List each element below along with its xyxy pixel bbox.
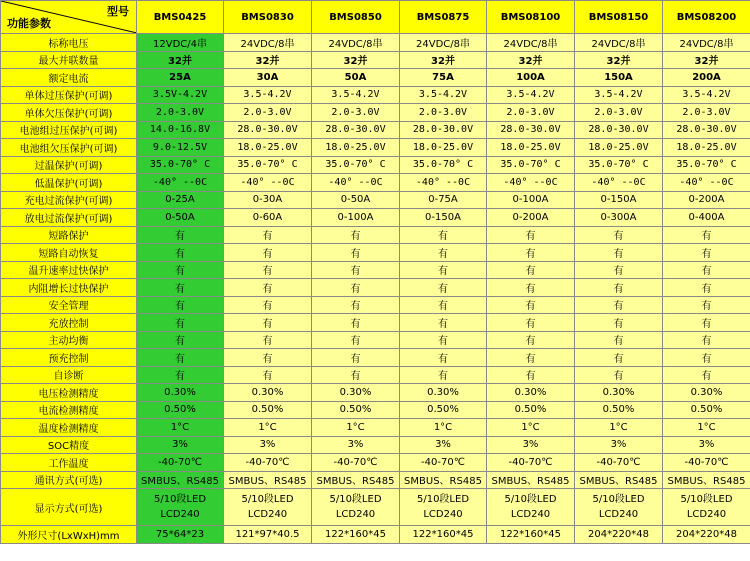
spec-cell: 0-150A xyxy=(575,191,663,209)
spec-cell-line: LCD240 xyxy=(247,509,288,520)
row-label: 电压检测精度 xyxy=(1,384,137,402)
table-row xyxy=(1,156,750,174)
row-label: 短路自动恢复 xyxy=(1,244,137,262)
spec-cell: -40-70℃ xyxy=(224,454,312,472)
spec-cell: 有 xyxy=(487,296,575,314)
spec-cell: 3% xyxy=(137,436,224,454)
model-header: BMS0830 xyxy=(224,1,312,34)
row-label: 单体欠压保护(可调) xyxy=(1,104,137,122)
spec-cell: -40° --0C xyxy=(487,174,575,192)
spec-cell: 9.0-12.5V xyxy=(137,139,224,157)
spec-cell-line: LCD240 xyxy=(423,509,463,520)
spec-cell: SMBUS、RS485 xyxy=(137,471,224,489)
table-row xyxy=(1,191,750,209)
spec-cell: 有 xyxy=(663,279,750,297)
spec-cell: 有 xyxy=(663,261,750,279)
spec-cell: 121*97*40.5 xyxy=(224,526,312,544)
row-label: 标称电压 xyxy=(1,34,137,52)
spec-cell: 有 xyxy=(224,226,312,244)
spec-cell: 有 xyxy=(224,331,312,349)
header-model-label: 型号 xyxy=(107,5,129,18)
spec-cell: 35.0-70° C xyxy=(400,156,487,174)
spec-cell: SMBUS、RS485 xyxy=(312,471,400,489)
header-param-label: 功能参数 xyxy=(7,17,51,30)
row-label: 温度检测精度 xyxy=(1,419,137,437)
spec-cell: 3% xyxy=(487,436,575,454)
spec-cell: 有 xyxy=(487,314,575,332)
row-label: 电流检测精度 xyxy=(1,401,137,419)
spec-cell: 有 xyxy=(137,279,224,297)
spec-cell: 3.5-4.2V xyxy=(575,86,663,104)
spec-cell: 有 xyxy=(312,226,400,244)
spec-cell: 有 xyxy=(575,261,663,279)
spec-cell: 有 xyxy=(575,314,663,332)
spec-cell: -40° --0C xyxy=(137,174,224,192)
spec-cell: 3% xyxy=(400,436,487,454)
spec-cell: 有 xyxy=(400,314,487,332)
spec-cell: 0.30% xyxy=(400,384,487,402)
spec-cell: -40-70℃ xyxy=(487,454,575,472)
spec-cell: 0-150A xyxy=(400,209,487,227)
spec-cell: 0-30A xyxy=(224,191,312,209)
spec-cell: 有 xyxy=(312,366,400,384)
spec-cell: 有 xyxy=(137,226,224,244)
spec-cell: 35.0-70° C xyxy=(575,156,663,174)
row-label: 安全管理 xyxy=(1,296,137,314)
spec-cell: 有 xyxy=(137,296,224,314)
row-label: SOC精度 xyxy=(1,436,137,454)
spec-cell-line: 5/10段LED xyxy=(241,494,294,505)
spec-cell: 有 xyxy=(312,349,400,367)
spec-cell: 28.0-30.0V xyxy=(663,121,750,139)
table-row xyxy=(1,471,750,489)
spec-cell-line: 5/10段LED xyxy=(680,494,733,505)
spec-cell: 有 xyxy=(400,366,487,384)
table-row xyxy=(1,69,750,87)
spec-cell: 有 xyxy=(487,244,575,262)
spec-cell: 有 xyxy=(487,331,575,349)
spec-cell: 32并 xyxy=(400,51,487,69)
spec-cell: 0.50% xyxy=(663,401,750,419)
spec-cell: 有 xyxy=(400,349,487,367)
spec-cell: 有 xyxy=(224,296,312,314)
spec-cell-line: LCD240 xyxy=(598,509,639,520)
spec-cell: 0-100A xyxy=(312,209,400,227)
spec-cell: 2.0-3.0V xyxy=(575,104,663,122)
spec-cell-line: LCD240 xyxy=(160,509,200,520)
spec-cell: 28.0-30.0V xyxy=(224,121,312,139)
spec-cell: 18.0-25.0V xyxy=(400,139,487,157)
spec-cell: 28.0-30.0V xyxy=(487,121,575,139)
row-label: 额定电流 xyxy=(1,69,137,87)
spec-cell: 有 xyxy=(400,296,487,314)
table-row xyxy=(1,366,750,384)
spec-cell xyxy=(224,489,312,526)
spec-cell: 有 xyxy=(487,349,575,367)
spec-cell: -40° --0C xyxy=(575,174,663,192)
spec-cell: 32并 xyxy=(575,51,663,69)
spec-cell: 有 xyxy=(663,331,750,349)
spec-cell: 0-60A xyxy=(224,209,312,227)
spec-cell-line: 5/10段LED xyxy=(504,494,557,505)
spec-cell: 有 xyxy=(400,244,487,262)
header-row xyxy=(1,1,750,34)
model-header: BMS08200 xyxy=(663,1,750,34)
spec-cell: 有 xyxy=(224,349,312,367)
spec-cell: 35.0-70° C xyxy=(487,156,575,174)
spec-cell: 有 xyxy=(575,296,663,314)
table-row xyxy=(1,226,750,244)
table-row xyxy=(1,174,750,192)
spec-cell: 204*220*48 xyxy=(663,526,750,544)
row-label: 短路保护 xyxy=(1,226,137,244)
row-label: 最大并联数量 xyxy=(1,51,137,69)
row-label: 放电过流保护(可调) xyxy=(1,209,137,227)
spec-cell: 3% xyxy=(663,436,750,454)
spec-cell: 有 xyxy=(137,366,224,384)
spec-cell: 0.50% xyxy=(487,401,575,419)
model-header: BMS08150 xyxy=(575,1,663,34)
spec-cell: 有 xyxy=(400,226,487,244)
spec-cell: 0.50% xyxy=(312,401,400,419)
table-row xyxy=(1,489,750,526)
spec-cell: 28.0-30.0V xyxy=(400,121,487,139)
spec-cell: 3% xyxy=(575,436,663,454)
spec-cell: 0-100A xyxy=(487,191,575,209)
spec-cell: 0.30% xyxy=(487,384,575,402)
spec-cell: 有 xyxy=(575,331,663,349)
row-label: 外形尺寸(LxWxH)mm xyxy=(1,526,137,544)
spec-cell: 有 xyxy=(400,331,487,349)
spec-cell: 3.5-4.2V xyxy=(224,86,312,104)
spec-cell-line: 5/10段LED xyxy=(416,494,470,505)
table-row xyxy=(1,401,750,419)
row-label: 主动均衡 xyxy=(1,331,137,349)
spec-cell: SMBUS、RS485 xyxy=(400,471,487,489)
spec-cell: 0-400A xyxy=(663,209,750,227)
spec-cell: 1°C xyxy=(400,419,487,437)
row-label: 过温保护(可调) xyxy=(1,156,137,174)
spec-cell: 有 xyxy=(224,244,312,262)
model-header: BMS0875 xyxy=(400,1,487,34)
spec-cell: 25A xyxy=(137,69,224,87)
spec-cell: -40-70℃ xyxy=(575,454,663,472)
spec-cell: 有 xyxy=(137,261,224,279)
spec-cell: 有 xyxy=(487,261,575,279)
spec-cell: 有 xyxy=(400,279,487,297)
spec-cell: -40° --0C xyxy=(312,174,400,192)
table-row xyxy=(1,244,750,262)
spec-cell: 有 xyxy=(663,244,750,262)
row-label: 自诊断 xyxy=(1,366,137,384)
model-header: BMS08100 xyxy=(487,1,575,34)
table-row xyxy=(1,86,750,104)
spec-cell: 122*160*45 xyxy=(487,526,575,544)
spec-cell xyxy=(137,489,224,526)
table-row xyxy=(1,296,750,314)
table-row xyxy=(1,526,750,544)
spec-cell: 0.30% xyxy=(663,384,750,402)
spec-cell: 100A xyxy=(487,69,575,87)
spec-cell: 0.50% xyxy=(137,401,224,419)
spec-cell: SMBUS、RS485 xyxy=(663,471,750,489)
row-label: 通讯方式(可选) xyxy=(1,471,137,489)
spec-cell: 24VDC/8串 xyxy=(224,34,312,52)
spec-cell: 有 xyxy=(663,226,750,244)
table-row xyxy=(1,314,750,332)
spec-cell: -40° --0C xyxy=(224,174,312,192)
spec-cell: 3.5-4.2V xyxy=(663,86,750,104)
spec-cell: 12VDC/4串 xyxy=(137,34,224,52)
table-row xyxy=(1,331,750,349)
spec-cell: 200A xyxy=(663,69,750,87)
spec-cell: 122*160*45 xyxy=(312,526,400,544)
spec-cell: 有 xyxy=(663,314,750,332)
row-label: 预充控制 xyxy=(1,349,137,367)
spec-cell: 有 xyxy=(312,244,400,262)
table-row xyxy=(1,454,750,472)
spec-cell: 0-300A xyxy=(575,209,663,227)
spec-cell: 2.0-3.0V xyxy=(663,104,750,122)
spec-cell: 3% xyxy=(224,436,312,454)
spec-cell: 32并 xyxy=(137,51,224,69)
spec-cell: 0.50% xyxy=(575,401,663,419)
table-row xyxy=(1,139,750,157)
spec-cell: 2.0-3.0V xyxy=(137,104,224,122)
spec-cell: 18.0-25.0V xyxy=(224,139,312,157)
spec-cell: 75*64*23 xyxy=(137,526,224,544)
spec-cell: 1°C xyxy=(224,419,312,437)
row-label: 电池组欠压保护(可调) xyxy=(1,139,137,157)
spec-cell: 3.5-4.2V xyxy=(487,86,575,104)
spec-cell-line: LCD240 xyxy=(510,509,551,520)
spec-cell: -40-70℃ xyxy=(312,454,400,472)
row-label: 低温保护(可调) xyxy=(1,174,137,192)
spec-cell: 0-75A xyxy=(400,191,487,209)
spec-cell: 32并 xyxy=(224,51,312,69)
spec-cell xyxy=(575,489,663,526)
spec-cell: 2.0-3.0V xyxy=(224,104,312,122)
spec-cell: 35.0-70° C xyxy=(137,156,224,174)
spec-cell: 0-50A xyxy=(312,191,400,209)
table-row xyxy=(1,209,750,227)
spec-cell: 2.0-3.0V xyxy=(312,104,400,122)
spec-cell: 35.0-70° C xyxy=(224,156,312,174)
spec-cell: 有 xyxy=(312,261,400,279)
spec-cell: 0-25A xyxy=(137,191,224,209)
spec-cell: 24VDC/8串 xyxy=(312,34,400,52)
spec-cell: 32并 xyxy=(312,51,400,69)
table-row xyxy=(1,349,750,367)
table-row xyxy=(1,34,750,52)
spec-cell: 50A xyxy=(312,69,400,87)
spec-cell: 28.0-30.0V xyxy=(312,121,400,139)
spec-cell: 30A xyxy=(224,69,312,87)
spec-cell xyxy=(487,489,575,526)
spec-cell: 有 xyxy=(663,296,750,314)
spec-cell: 有 xyxy=(137,314,224,332)
spec-cell: 0.30% xyxy=(575,384,663,402)
spec-cell: 122*160*45 xyxy=(400,526,487,544)
spec-cell: 3.5-4.2V xyxy=(400,86,487,104)
table-row xyxy=(1,419,750,437)
spec-cell: 3% xyxy=(312,436,400,454)
spec-cell: 有 xyxy=(487,279,575,297)
spec-cell: 1°C xyxy=(487,419,575,437)
spec-cell: 204*220*48 xyxy=(575,526,663,544)
table-row xyxy=(1,121,750,139)
row-label: 充放控制 xyxy=(1,314,137,332)
spec-cell: -40-70℃ xyxy=(400,454,487,472)
spec-cell: 32并 xyxy=(487,51,575,69)
spec-cell xyxy=(663,489,750,526)
spec-cell: -40-70℃ xyxy=(137,454,224,472)
spec-cell: 有 xyxy=(137,331,224,349)
spec-cell: 有 xyxy=(312,314,400,332)
spec-cell: 0.30% xyxy=(224,384,312,402)
spec-cell: 有 xyxy=(137,349,224,367)
model-header: BMS0850 xyxy=(312,1,400,34)
spec-cell: 150A xyxy=(575,69,663,87)
spec-cell: 有 xyxy=(224,366,312,384)
spec-cell: 0.30% xyxy=(137,384,224,402)
spec-cell: 有 xyxy=(575,366,663,384)
spec-cell: 35.0-70° C xyxy=(663,156,750,174)
spec-cell: 有 xyxy=(575,349,663,367)
spec-cell: 18.0-25.0V xyxy=(663,139,750,157)
spec-cell: 有 xyxy=(224,279,312,297)
spec-cell xyxy=(400,489,487,526)
table-row xyxy=(1,261,750,279)
spec-cell: 有 xyxy=(312,279,400,297)
spec-cell: 18.0-25.0V xyxy=(575,139,663,157)
spec-cell: SMBUS、RS485 xyxy=(575,471,663,489)
spec-cell: 有 xyxy=(487,226,575,244)
spec-cell: 0.30% xyxy=(312,384,400,402)
table-row xyxy=(1,279,750,297)
spec-cell: 0-200A xyxy=(487,209,575,227)
spec-cell-line: 5/10段LED xyxy=(329,494,382,505)
spec-cell: 有 xyxy=(400,261,487,279)
row-label: 充电过流保护(可调) xyxy=(1,191,137,209)
spec-cell: 0-200A xyxy=(663,191,750,209)
spec-cell: 0.50% xyxy=(400,401,487,419)
table-row xyxy=(1,51,750,69)
spec-cell: 75A xyxy=(400,69,487,87)
spec-cell: 有 xyxy=(224,261,312,279)
spec-cell: -40-70℃ xyxy=(663,454,750,472)
row-label: 显示方式(可选) xyxy=(1,489,137,526)
spec-cell: 有 xyxy=(575,279,663,297)
spec-cell: SMBUS、RS485 xyxy=(224,471,312,489)
spec-cell: 18.0-25.0V xyxy=(487,139,575,157)
spec-cell: 32并 xyxy=(663,51,750,69)
spec-cell-line: LCD240 xyxy=(335,509,376,520)
spec-cell: 1°C xyxy=(663,419,750,437)
spec-cell: 28.0-30.0V xyxy=(575,121,663,139)
spec-cell: 24VDC/8串 xyxy=(575,34,663,52)
spec-cell: 3.5V-4.2V xyxy=(137,86,224,104)
spec-cell-line: 5/10段LED xyxy=(592,494,645,505)
spec-cell: 有 xyxy=(487,366,575,384)
row-label: 单体过压保护(可调) xyxy=(1,86,137,104)
spec-cell: -40° --0C xyxy=(400,174,487,192)
spec-cell: 有 xyxy=(663,366,750,384)
spec-cell: 3.5-4.2V xyxy=(312,86,400,104)
spec-cell: 0.50% xyxy=(224,401,312,419)
spec-cell: SMBUS、RS485 xyxy=(487,471,575,489)
spec-cell: 1°C xyxy=(575,419,663,437)
spec-cell: 1°C xyxy=(312,419,400,437)
spec-cell: 14.0-16.8V xyxy=(137,121,224,139)
spec-cell: 24VDC/8串 xyxy=(663,34,750,52)
spec-cell: -40° --0C xyxy=(663,174,750,192)
spec-cell: 24VDC/8串 xyxy=(487,34,575,52)
spec-cell: 有 xyxy=(663,349,750,367)
spec-cell: 有 xyxy=(312,331,400,349)
row-label: 电池组过压保护(可调) xyxy=(1,121,137,139)
model-header: BMS0425 xyxy=(137,1,224,34)
spec-cell-line: 5/10段LED xyxy=(153,494,207,505)
header-corner-cell xyxy=(1,1,137,34)
spec-cell: 18.0-25.0V xyxy=(312,139,400,157)
spec-cell-line: LCD240 xyxy=(686,509,727,520)
spec-cell xyxy=(312,489,400,526)
spec-cell: 有 xyxy=(575,226,663,244)
spec-cell: 2.0-3.0V xyxy=(487,104,575,122)
row-label: 工作温度 xyxy=(1,454,137,472)
row-label: 内阻增长过快保护 xyxy=(1,279,137,297)
table-row xyxy=(1,104,750,122)
spec-cell: 2.0-3.0V xyxy=(400,104,487,122)
spec-cell: 有 xyxy=(575,244,663,262)
table-row xyxy=(1,436,750,454)
row-label: 温升速率过快保护 xyxy=(1,261,137,279)
spec-cell: 0-50A xyxy=(137,209,224,227)
spec-cell: 有 xyxy=(224,314,312,332)
spec-table-body xyxy=(1,34,750,544)
spec-cell: 1°C xyxy=(137,419,224,437)
spec-cell: 24VDC/8串 xyxy=(400,34,487,52)
table-row xyxy=(1,384,750,402)
spec-cell: 有 xyxy=(312,296,400,314)
spec-cell: 有 xyxy=(137,244,224,262)
spec-cell: 35.0-70° C xyxy=(312,156,400,174)
